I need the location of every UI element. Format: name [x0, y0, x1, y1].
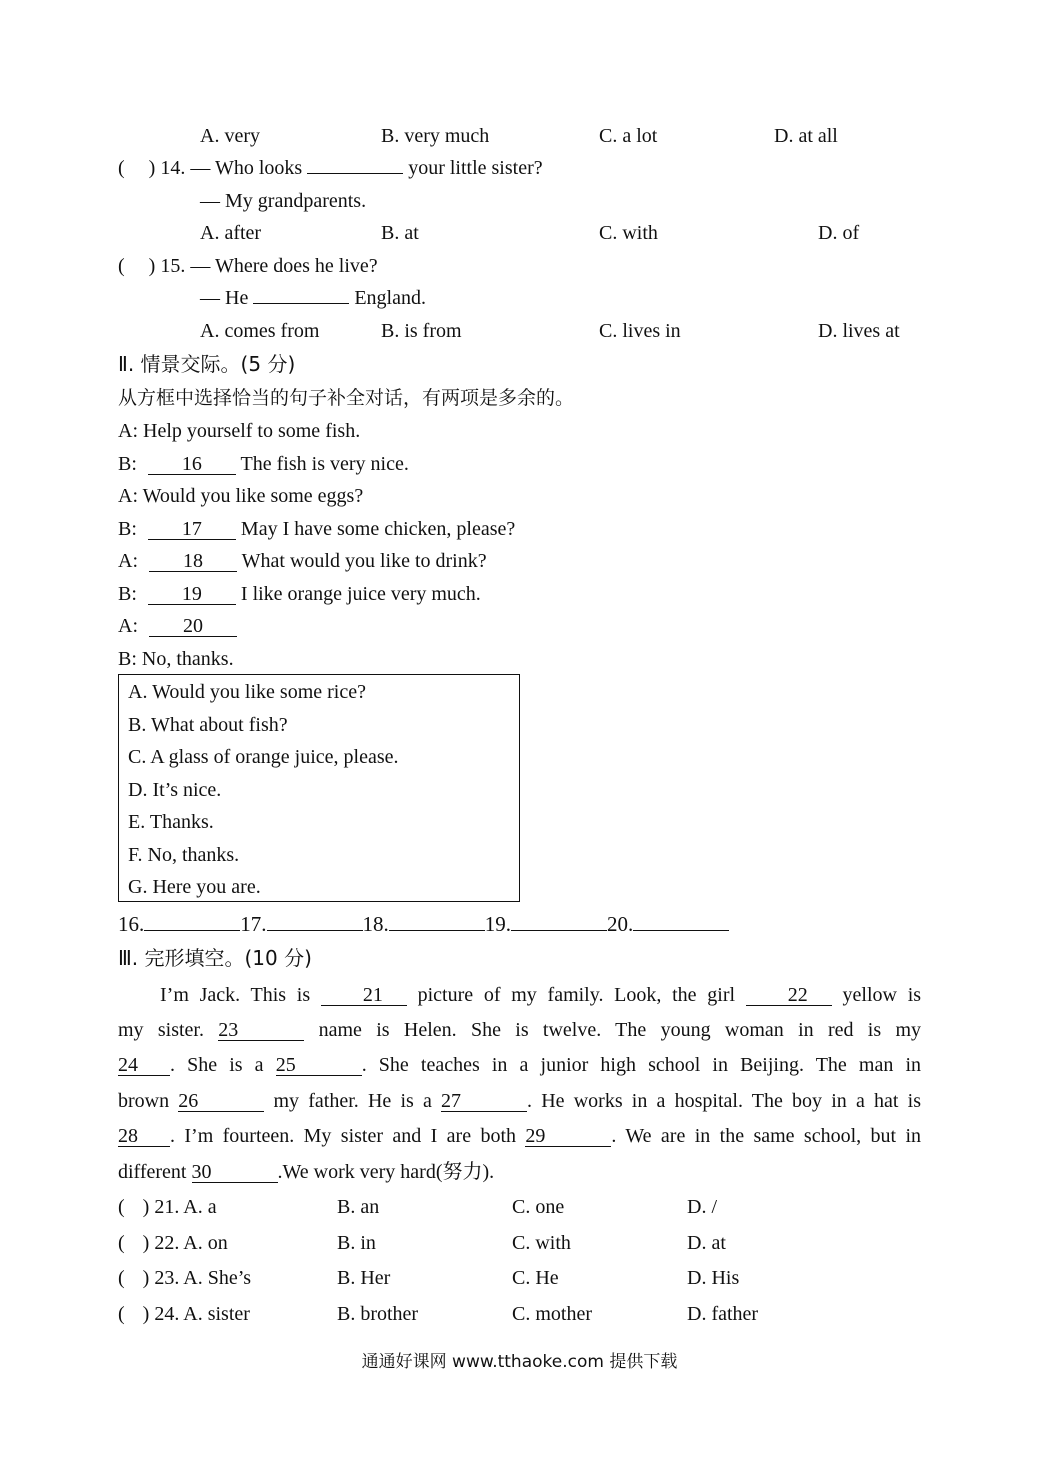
dialogue-line	[118, 647, 234, 671]
q14-bracket-close: )	[148, 157, 156, 179]
q15-option-d: D. lives at	[818, 320, 900, 342]
passage-text: yellow is	[842, 984, 922, 1006]
speaker-label: B:	[118, 518, 137, 540]
bracket-close: )	[142, 1303, 150, 1325]
q13-option-c: C. a lot	[599, 125, 658, 147]
dialogue-text: I like orange juice very much.	[240, 583, 481, 605]
dialogue-text: May I have some chicken, please?	[240, 518, 516, 540]
speaker-label: B:	[118, 583, 137, 605]
box-option-c: C. A glass of orange juice, please.	[128, 746, 399, 768]
q15-line2-a: — He	[200, 287, 249, 309]
answer-blank-20[interactable]	[633, 930, 729, 931]
dialogue-line	[118, 484, 363, 508]
question-number: 23.	[154, 1267, 180, 1289]
blank-16[interactable]: 16	[148, 454, 236, 475]
dialogue-line	[118, 419, 360, 443]
passage-line-2	[118, 1018, 921, 1042]
q14-number: 14.	[160, 157, 186, 179]
q14-option-a: A. after	[200, 222, 262, 244]
blank-18[interactable]: 18	[149, 551, 237, 572]
q15-blank[interactable]	[253, 303, 349, 304]
q15-bracket-open: (	[118, 255, 125, 277]
passage-text: picture of my family. Look, the girl	[417, 984, 736, 1006]
bracket-open: (	[118, 1303, 125, 1325]
passage-text: brown	[118, 1090, 170, 1112]
passage-text: . He works in a hospital. The boy in a hat is	[527, 1090, 922, 1112]
q13-option-d: D. at all	[774, 125, 838, 147]
option-c: C. with	[512, 1232, 571, 1254]
q14-option-b: B. at	[381, 222, 419, 244]
blank-19[interactable]: 19	[148, 584, 236, 605]
passage-text: name is Helen. She is twelve. The young woman in red is my	[318, 1019, 922, 1041]
passage-text: I’m Jack. This is	[160, 984, 311, 1006]
q15-line1: — Where does he live?	[190, 255, 378, 277]
option-b: B. in	[337, 1232, 376, 1254]
speaker-label: A:	[118, 550, 138, 572]
option-d: D. /	[687, 1196, 717, 1218]
cloze-blank-26[interactable]: 26	[178, 1091, 264, 1112]
cloze-blank-25[interactable]: 25	[276, 1055, 362, 1076]
option-b: B. an	[337, 1196, 380, 1218]
q15-stem	[118, 254, 378, 278]
question-number: 24.	[154, 1303, 180, 1325]
option-a: A. She’s	[183, 1267, 252, 1289]
speaker-label: A:	[118, 420, 138, 442]
dialogue-line	[118, 549, 487, 573]
dialogue-line	[118, 582, 481, 606]
passage-text: different	[118, 1161, 187, 1183]
section2-heading: Ⅱ. 情景交际。(5 分)	[118, 352, 296, 376]
section2-instruction: 从方框中选择恰当的句子补全对话，有两项是多余的。	[118, 387, 575, 409]
cloze-blank-22[interactable]: 22	[746, 985, 832, 1006]
q14-line2: — My grandparents.	[200, 190, 367, 212]
option-a: A. a	[183, 1196, 217, 1218]
dialogue-line	[118, 517, 515, 541]
speaker-label: A:	[118, 615, 138, 637]
dialogue-text: Would you like some eggs?	[142, 485, 364, 507]
passage-text: . She teaches in a junior high school in Beijing. The man in	[361, 1054, 922, 1076]
q15-option-c: C. lives in	[599, 320, 681, 342]
q14-stem	[118, 156, 543, 180]
q14-option-d: D. of	[818, 222, 860, 244]
bracket-open: (	[118, 1196, 125, 1218]
question-number: 21.	[154, 1196, 180, 1218]
passage-text: . We are in the same school, but in	[611, 1125, 922, 1147]
option-a: A. sister	[183, 1303, 250, 1325]
option-a: A. on	[183, 1232, 228, 1254]
bracket-close: )	[142, 1232, 150, 1254]
answer-blank-17[interactable]	[267, 930, 363, 931]
cloze-blank-23[interactable]: 23	[218, 1020, 304, 1041]
bracket-close: )	[142, 1196, 150, 1218]
speaker-label: B:	[118, 648, 137, 670]
cloze-blank-30[interactable]: 30	[192, 1162, 278, 1183]
dialogue-text: The fish is very nice.	[240, 453, 409, 475]
passage-line-6	[118, 1160, 921, 1184]
option-c: C. He	[512, 1267, 559, 1289]
q15-option-b: B. is from	[381, 320, 462, 342]
q14-blank[interactable]	[307, 173, 403, 174]
bracket-open: (	[118, 1232, 125, 1254]
dialogue-text: Help yourself to some fish.	[143, 420, 361, 442]
passage-line-4	[118, 1089, 921, 1113]
answer-label-20: 20.	[607, 912, 634, 936]
passage-text: my father. He is a	[273, 1090, 432, 1112]
box-option-d: D. It’s nice.	[128, 779, 222, 801]
cloze-blank-24[interactable]: 24	[118, 1055, 170, 1076]
cloze-blank-27[interactable]: 27	[441, 1091, 527, 1112]
passage-line-1	[118, 983, 921, 1007]
q15-option-a: A. comes from	[200, 320, 320, 342]
q15-line2	[200, 286, 426, 310]
q14-bracket-open: (	[118, 157, 125, 179]
q13-option-b: B. very much	[381, 125, 490, 147]
q15-bracket-close: )	[148, 255, 156, 277]
answer-blank-19[interactable]	[511, 930, 607, 931]
question-number: 22.	[154, 1232, 180, 1254]
page-footer: 通通好课网 www.tthaoke.com 提供下载	[361, 1352, 678, 1372]
box-option-b: B. What about fish?	[128, 714, 288, 736]
dialogue-text: No, thanks.	[141, 648, 234, 670]
box-option-a: A. Would you like some rice?	[128, 681, 366, 703]
cloze-question-22	[118, 1231, 228, 1255]
q14-option-c: C. with	[599, 222, 658, 244]
option-b: B. Her	[337, 1267, 391, 1289]
passage-text: my sister.	[118, 1019, 204, 1041]
option-d: D. at	[687, 1232, 726, 1254]
answer-label-19: 19.	[484, 912, 511, 936]
passage-line-5	[118, 1124, 921, 1148]
answer-label-16: 16.	[118, 912, 145, 936]
cloze-question-23	[118, 1266, 251, 1290]
cloze-question-21	[118, 1195, 217, 1219]
passage-text: . She is a	[170, 1054, 264, 1076]
bracket-open: (	[118, 1267, 125, 1289]
option-c: C. mother	[512, 1303, 592, 1325]
option-d: D. His	[687, 1267, 740, 1289]
cloze-blank-28[interactable]: 28	[118, 1126, 170, 1147]
dialogue-line	[118, 614, 237, 638]
q15-line2-b: England.	[354, 287, 426, 309]
answer-row	[118, 912, 729, 936]
passage-line-3	[118, 1053, 921, 1077]
answer-label-17: 17.	[240, 912, 267, 936]
speaker-label: A:	[118, 485, 138, 507]
box-option-f: F. No, thanks.	[128, 844, 240, 866]
blank-17[interactable]: 17	[148, 519, 236, 540]
cloze-question-24	[118, 1302, 250, 1326]
box-option-g: G. Here you are.	[128, 876, 261, 898]
bracket-close: )	[142, 1267, 150, 1289]
dialogue-text: What would you like to drink?	[241, 550, 487, 572]
section3-heading: Ⅲ. 完形填空。(10 分)	[118, 946, 312, 970]
cloze-blank-21[interactable]: 21	[321, 985, 407, 1006]
q14-line1-a: — Who looks	[190, 157, 303, 179]
q15-number: 15.	[160, 255, 186, 277]
option-b: B. brother	[337, 1303, 419, 1325]
blank-20[interactable]: 20	[149, 616, 237, 637]
passage-text: . I’m fourteen. My sister and I are both	[170, 1125, 517, 1147]
answer-label-18: 18.	[362, 912, 389, 936]
speaker-label: B:	[118, 453, 137, 475]
q14-line1-b: your little sister?	[408, 157, 543, 179]
answer-blank-18[interactable]	[389, 930, 485, 931]
cloze-blank-29[interactable]: 29	[525, 1126, 611, 1147]
q13-option-a: A. very	[200, 125, 260, 147]
option-d: D. father	[687, 1303, 759, 1325]
dialogue-line	[118, 452, 409, 476]
passage-text: .We work very hard(努力).	[277, 1161, 495, 1183]
box-option-e: E. Thanks.	[128, 811, 214, 833]
answer-blank-16[interactable]	[144, 930, 240, 931]
option-c: C. one	[512, 1196, 565, 1218]
